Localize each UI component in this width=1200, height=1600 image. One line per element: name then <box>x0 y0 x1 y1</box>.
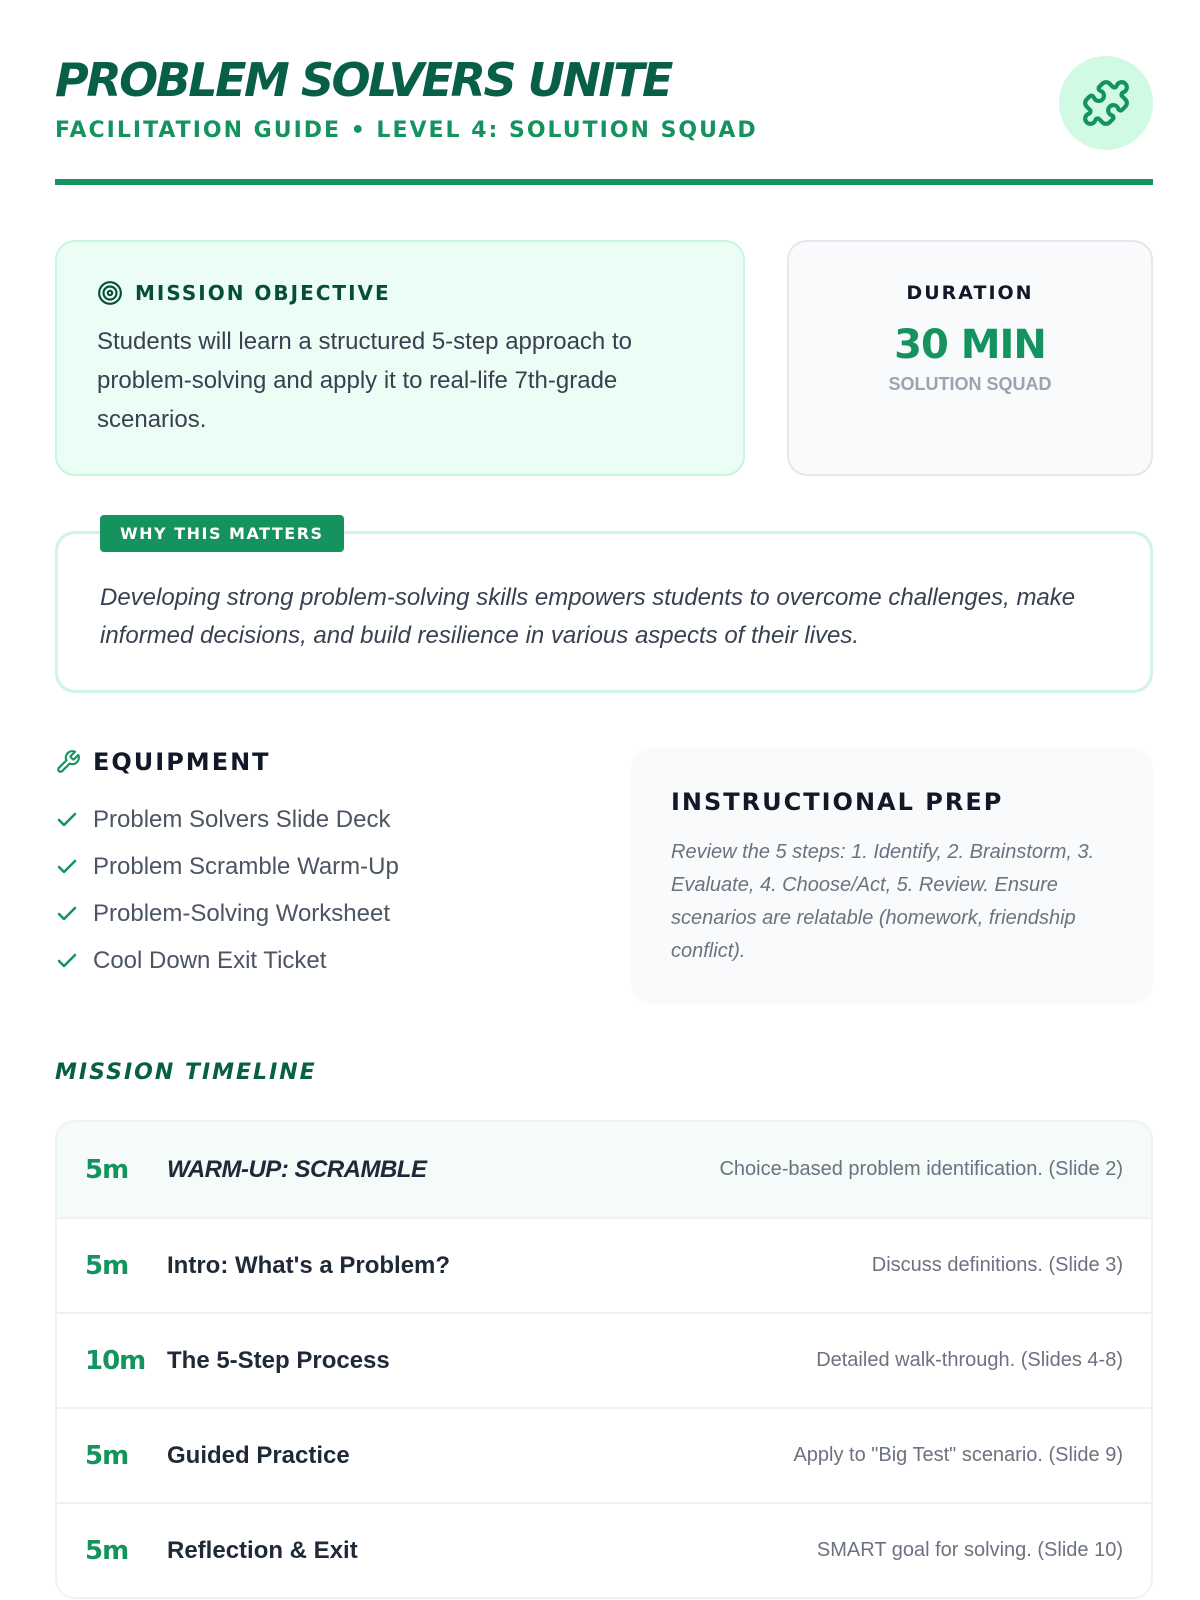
timeline-row <box>57 1407 1151 1502</box>
timeline-row <box>57 1217 1151 1312</box>
instructional-prep-text: Review the 5 steps: 1. Identify, 2. Brainstorm, 3. Evaluate, 4. Choose/Act, 5. Review. Ensure scenarios are relatable (homework, friendship conflict). <box>671 841 1095 962</box>
mission-objective-text: Students will learn a structured 5-step approach to problem-solving and apply it to real-life 7th-grade scenarios. <box>97 328 632 433</box>
target-icon <box>97 280 123 306</box>
page-title: PROBLEM SOLVERS UNITE <box>55 53 671 107</box>
wrench-icon <box>55 749 81 775</box>
mission-objective-card <box>55 240 745 476</box>
why-this-matters-text: Developing strong problem-solving skills empowers students to overcome challenges, make informed decisions, and build resilience in various aspects of their lives. <box>100 584 1076 649</box>
mission-objective-heading <box>97 280 703 306</box>
timeline-duration: 5m <box>85 1535 129 1566</box>
timeline-row <box>57 1312 1151 1407</box>
equipment-item-label: Problem Scramble Warm-Up <box>93 852 399 880</box>
timeline-row <box>57 1502 1151 1597</box>
mission-objective-label: MISSION OBJECTIVE <box>135 281 391 305</box>
puzzle-badge <box>1059 56 1153 150</box>
mission-timeline-table <box>55 1120 1153 1599</box>
mission-timeline-heading: MISSION TIMELINE <box>55 1060 317 1085</box>
timeline-duration: 5m <box>85 1440 129 1471</box>
why-this-matters-card <box>55 524 1153 693</box>
equipment-item <box>55 843 615 890</box>
timeline-duration: 5m <box>85 1250 129 1281</box>
equipment-list <box>55 796 615 984</box>
why-this-matters-tag: WHY THIS MATTERS <box>100 515 344 552</box>
timeline-description: Choice-based problem identification. (Slide 2) <box>719 1158 1123 1180</box>
duration-value: 30 MIN <box>894 322 1046 368</box>
timeline-activity: Reflection & Exit <box>167 1536 358 1564</box>
page-subtitle: FACILITATION GUIDE • LEVEL 4: SOLUTION SQUAD <box>55 118 758 143</box>
puzzle-icon <box>1081 78 1131 128</box>
check-icon <box>55 855 79 879</box>
check-icon <box>55 949 79 973</box>
equipment-title: EQUIPMENT <box>93 748 271 776</box>
timeline-description: Discuss definitions. (Slide 3) <box>871 1254 1123 1276</box>
timeline-description: Apply to "Big Test" scenario. (Slide 9) <box>793 1444 1123 1466</box>
equipment-item-label: Problem Solvers Slide Deck <box>93 805 391 833</box>
timeline-activity: Intro: What's a Problem? <box>167 1251 451 1279</box>
timeline-row <box>57 1122 1151 1217</box>
equipment-section <box>55 748 615 984</box>
equipment-item-label: Problem-Solving Worksheet <box>93 899 391 927</box>
timeline-description: SMART goal for solving. (Slide 10) <box>816 1539 1123 1561</box>
duration-card <box>787 240 1153 476</box>
instructional-prep-title: INSTRUCTIONAL PREP <box>671 788 1004 816</box>
timeline-duration: 10m <box>85 1345 146 1376</box>
equipment-item <box>55 890 615 937</box>
equipment-item-label: Cool Down Exit Ticket <box>93 946 327 974</box>
check-icon <box>55 808 79 832</box>
equipment-heading <box>55 748 615 776</box>
equipment-item <box>55 937 615 984</box>
timeline-activity: The 5-Step Process <box>167 1346 390 1374</box>
equipment-item <box>55 796 615 843</box>
page-header <box>55 50 1153 143</box>
instructional-prep-card <box>631 748 1153 1004</box>
timeline-duration: 5m <box>85 1154 129 1185</box>
timeline-activity: WARM-UP: SCRAMBLE <box>167 1155 427 1183</box>
duration-label: DURATION <box>906 282 1034 304</box>
timeline-activity: Guided Practice <box>167 1441 350 1469</box>
timeline-description: Detailed walk-through. (Slides 4-8) <box>816 1349 1123 1371</box>
duration-subtitle: SOLUTION SQUAD <box>888 374 1052 394</box>
header-divider <box>55 179 1153 185</box>
check-icon <box>55 902 79 926</box>
